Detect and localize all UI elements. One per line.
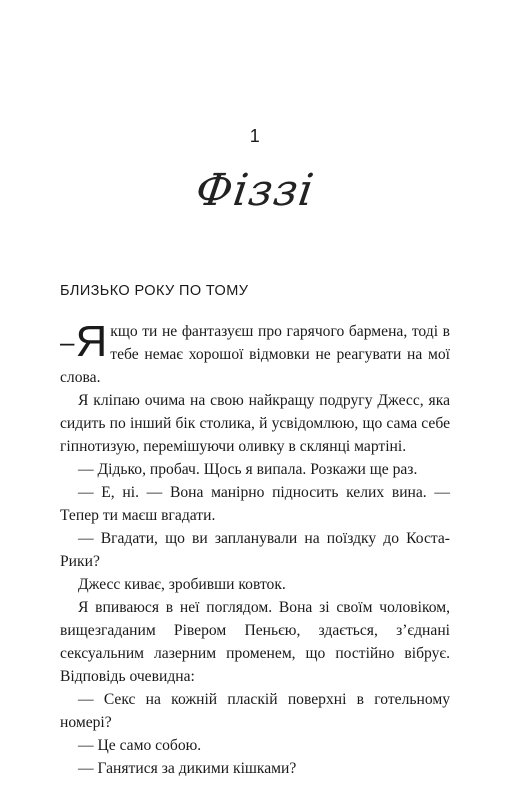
paragraph-3: — Дідько, пробач. Щось я випала. Розкажи ще раз. <box>78 461 418 478</box>
paragraph-10: — Ганятися за дикими кішками? <box>78 760 297 777</box>
body-text <box>60 317 450 780</box>
paragraph-text: кщо ти не фантазуєш про гарячого бармена, тоді в тебе немає хорошої відмовки не реагувати на мої слова. <box>60 323 450 386</box>
paragraph-1 <box>60 317 450 389</box>
section-label: БЛИЗЬКО РОКУ ПО ТОМУ <box>60 283 249 299</box>
paragraph-9: — Це само собою. <box>78 737 202 754</box>
dropcap-dash: – <box>60 327 75 357</box>
paragraph-5: — Вгадати, що ви запланували на поїздку до Коста-Рики? <box>60 530 450 570</box>
paragraph-7: Я впиваюся в неї поглядом. Вона зі своїм чоловіком, вищезгаданим Рівером Пеньєю, здається, з’єднані сексуальним лазерним променем, що постійно вібрує. Відповідь очевидна: <box>60 599 450 685</box>
dropcap-letter: Я <box>75 317 108 366</box>
chapter-number: 1 <box>249 126 261 146</box>
paragraph-6: Джесс киває, зробивши ковток. <box>78 576 286 593</box>
paragraph-8: — Секс на кожній пласкій поверхні в готельному номері? <box>60 691 450 731</box>
chapter-title: Фіззі <box>192 165 318 216</box>
paragraph-4: — Е, ні. — Вона манірно підносить келих вина. — Тепер ти маєш вгадати. <box>60 484 450 524</box>
paragraph-2: Я кліпаю очима на свою найкращу подругу Джесс, яка сидить по інший бік столика, й усвідомлюю, що сама себе гіпнотизую, перемішуючи оливку в склянці мартіні. <box>60 392 450 455</box>
